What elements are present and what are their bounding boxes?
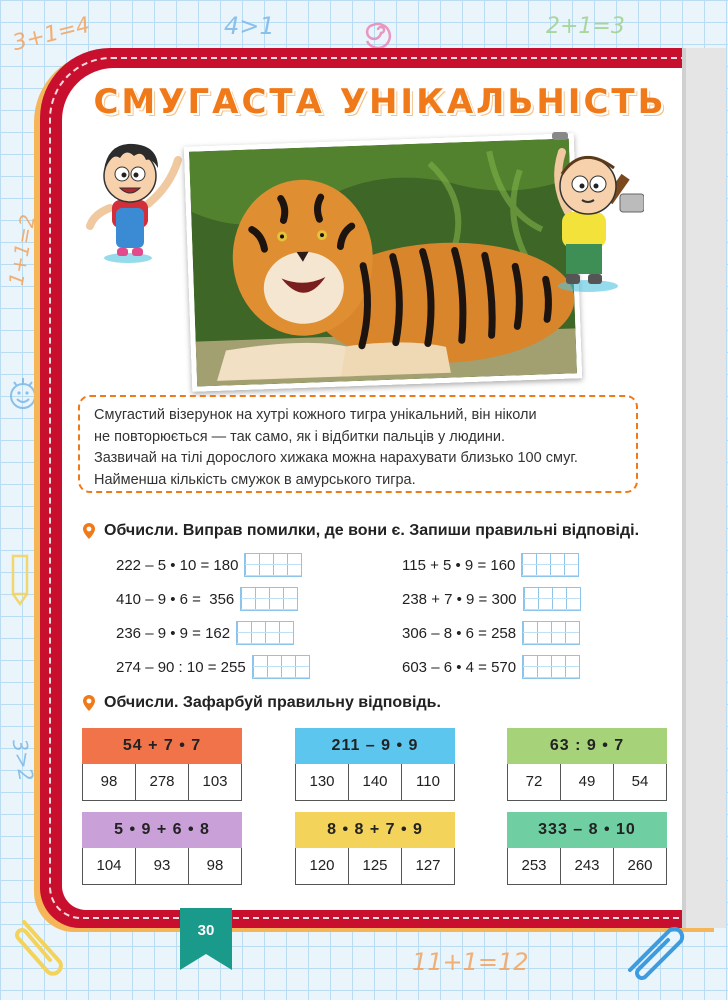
- answer-card: [295, 812, 455, 885]
- tiger-photo: [184, 133, 582, 391]
- paperclip-icon: [620, 918, 690, 980]
- equation-text: 603 – 6 • 4 = 570: [402, 658, 517, 676]
- answer-option[interactable]: 278: [136, 764, 189, 801]
- card-expression: 5 • 9 + 6 • 8: [82, 812, 242, 848]
- equation-row: [116, 553, 302, 577]
- doodle-equation: 4>1: [224, 12, 275, 40]
- equation-row: [116, 621, 294, 645]
- answer-card: [295, 728, 455, 801]
- equation-row: [402, 553, 579, 577]
- page-title: СМУГАСТА УНІКАЛЬНІСТЬ: [93, 82, 667, 122]
- equation-text: 115 + 5 • 9 = 160: [402, 556, 516, 574]
- doodle-equation: 2+1=3: [546, 14, 625, 39]
- answer-option[interactable]: 253: [507, 848, 561, 885]
- task-1-heading: [82, 522, 639, 540]
- answer-option[interactable]: 93: [136, 848, 189, 885]
- doodle-equation: 11+1=12: [412, 948, 529, 976]
- answer-option[interactable]: 125: [349, 848, 402, 885]
- tiger-fact-box: [78, 395, 638, 493]
- card-expression: 333 – 8 • 10: [507, 812, 667, 848]
- doodle-equation: 1+1=2: [3, 212, 40, 288]
- card-expression: 54 + 7 • 7: [82, 728, 242, 764]
- spiral-doodle-icon: [356, 10, 400, 50]
- answer-grid[interactable]: [244, 553, 302, 577]
- answer-option[interactable]: 130: [295, 764, 349, 801]
- card-expression: 211 – 9 • 9: [295, 728, 455, 764]
- answer-option[interactable]: 98: [189, 848, 242, 885]
- equation-row: [402, 655, 580, 679]
- fact-line: Смугастий візерунок на хутрі кожного тигра унікальний, він ніколи: [94, 407, 537, 423]
- equation-row: [402, 587, 581, 611]
- equation-text: 274 – 90 : 10 = 255: [116, 658, 246, 676]
- cartoon-boy-left-illustration: [84, 138, 188, 268]
- answer-card: [82, 812, 242, 885]
- answer-card: [507, 812, 667, 885]
- equation-row: [116, 587, 298, 611]
- answer-option[interactable]: 120: [295, 848, 349, 885]
- doodle-equation: 3+1=4: [10, 12, 93, 57]
- pencil-doodle-icon: [8, 552, 34, 608]
- answer-option[interactable]: 260: [614, 848, 667, 885]
- cartoon-boy-hammer-illustration: [538, 128, 644, 296]
- equation-text: 238 + 7 • 9 = 300: [402, 590, 517, 608]
- answer-grid[interactable]: [523, 587, 581, 611]
- answer-option[interactable]: 243: [561, 848, 614, 885]
- task-2-heading-text: Обчисли. Зафарбуй правильну відповідь.: [104, 694, 441, 711]
- equation-text: 236 – 9 • 9 = 162: [116, 624, 231, 642]
- fact-line: не повторюється — так само, як і відбитки пальців у людини.: [94, 428, 506, 445]
- answer-option[interactable]: 49: [561, 764, 614, 801]
- location-pin-icon: [82, 695, 96, 711]
- answer-grid[interactable]: [252, 655, 310, 679]
- equation-text: 306 – 8 • 6 = 258: [402, 624, 517, 642]
- paperclip-icon: [10, 912, 70, 982]
- task-2-heading: [82, 694, 441, 712]
- answer-option[interactable]: 110: [402, 764, 455, 801]
- fact-line: Найменша кількість смужок в амурського тигра.: [94, 471, 416, 488]
- answer-grid[interactable]: [240, 587, 298, 611]
- answer-option[interactable]: 104: [82, 848, 136, 885]
- answer-grid[interactable]: [521, 553, 579, 577]
- answer-option[interactable]: 103: [189, 764, 242, 801]
- card-expression: 63 : 9 • 7: [507, 728, 667, 764]
- answer-option[interactable]: 127: [402, 848, 455, 885]
- answer-option[interactable]: 98: [82, 764, 136, 801]
- answer-grid[interactable]: [522, 655, 580, 679]
- answer-grid[interactable]: [522, 621, 580, 645]
- answer-option[interactable]: 140: [349, 764, 402, 801]
- answer-option[interactable]: 72: [507, 764, 561, 801]
- answer-option[interactable]: 54: [614, 764, 667, 801]
- equation-text: 222 – 5 • 10 = 180: [116, 556, 239, 574]
- card-expression: 8 • 8 + 7 • 9: [295, 812, 455, 848]
- equation-row: [402, 621, 580, 645]
- task-1-heading-text: Обчисли. Виправ помилки, де вони є. Запиши правильні відповіді.: [104, 522, 640, 539]
- page-number: 30: [197, 922, 215, 939]
- fact-line: Зазвичай на тілі дорослого хижака можна нарахувати близько 100 смуг.: [94, 450, 578, 466]
- page-edge: [682, 48, 726, 928]
- doodle-equation: 3>2: [7, 737, 39, 783]
- page-number-tab: [180, 908, 232, 970]
- answer-card: [82, 728, 242, 801]
- equation-text: 410 – 9 • 6 = 356: [116, 590, 235, 608]
- equation-row: [116, 655, 310, 679]
- answer-card: [507, 728, 667, 801]
- answer-grid[interactable]: [236, 621, 294, 645]
- smiley-doodle-icon: [6, 374, 40, 414]
- location-pin-icon: [82, 523, 96, 539]
